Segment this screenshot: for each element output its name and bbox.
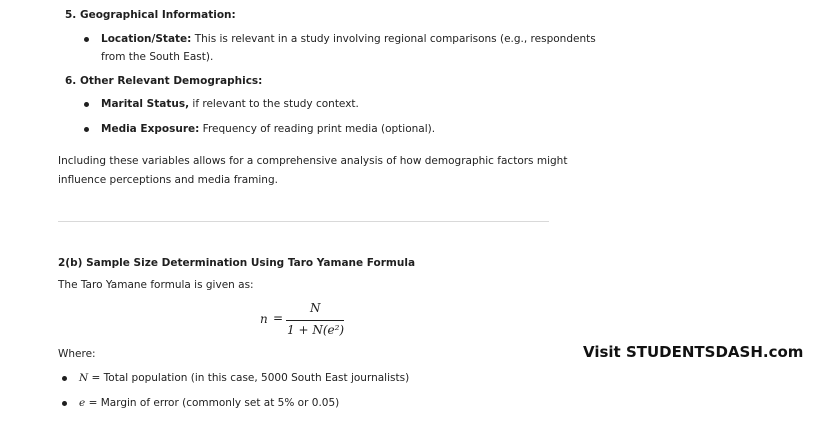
- horizontal-divider: [58, 221, 549, 222]
- studentsdash-watermark: Visit STUDENTSDASH.com: [583, 343, 804, 361]
- location-state-item: [101, 30, 596, 48]
- media-exposure-text: Frequency of reading print media (optional).: [202, 123, 436, 135]
- where-label: Where:: [58, 348, 96, 360]
- section-5-heading: 5. Geographical Information:: [65, 9, 236, 21]
- definition-n-symbol: N: [79, 372, 89, 384]
- fraction-bar: [286, 320, 344, 321]
- definition-n: [79, 369, 409, 387]
- marital-status-text: if relevant to the study context.: [192, 98, 359, 110]
- definition-e-text: = Margin of error (commonly set at 5% or 0.05): [88, 397, 340, 409]
- bullet-dot: [62, 401, 67, 406]
- media-exposure-label: Media Exposure:: [101, 123, 200, 135]
- section-6-heading: 6. Other Relevant Demographics:: [65, 75, 263, 87]
- formula-denominator: 1 + N(e²): [287, 323, 345, 337]
- formula-numerator: N: [310, 301, 321, 315]
- formula-equals: =: [273, 311, 284, 325]
- taro-yamane-formula: [258, 300, 378, 344]
- location-state-text-continued: from the South East).: [101, 51, 214, 63]
- bullet-dot: [62, 376, 67, 381]
- location-state-label: Location/State:: [101, 33, 192, 45]
- part-2b-heading: 2(b) Sample Size Determination Using Taro Yamane Formula: [58, 257, 416, 269]
- location-state-text: This is relevant in a study involving regional comparisons (e.g., respondents: [194, 33, 596, 45]
- definition-e-symbol: e: [79, 397, 86, 409]
- summary-line-2: influence perceptions and media framing.: [58, 174, 278, 186]
- bullet-dot: [84, 102, 89, 107]
- part-2b-intro: The Taro Yamane formula is given as:: [58, 279, 254, 291]
- media-exposure-item: [101, 120, 435, 138]
- bullet-dot: [84, 37, 89, 42]
- formula-lhs: n: [260, 312, 268, 326]
- summary-line-1: Including these variables allows for a comprehensive analysis of how demographic factors might: [58, 155, 568, 167]
- marital-status-item: [101, 95, 359, 113]
- marital-status-label: Marital Status,: [101, 98, 190, 110]
- definition-n-text: = Total population (in this case, 5000 South East journalists): [91, 372, 410, 384]
- definition-e: [79, 394, 339, 412]
- bullet-dot: [84, 127, 89, 132]
